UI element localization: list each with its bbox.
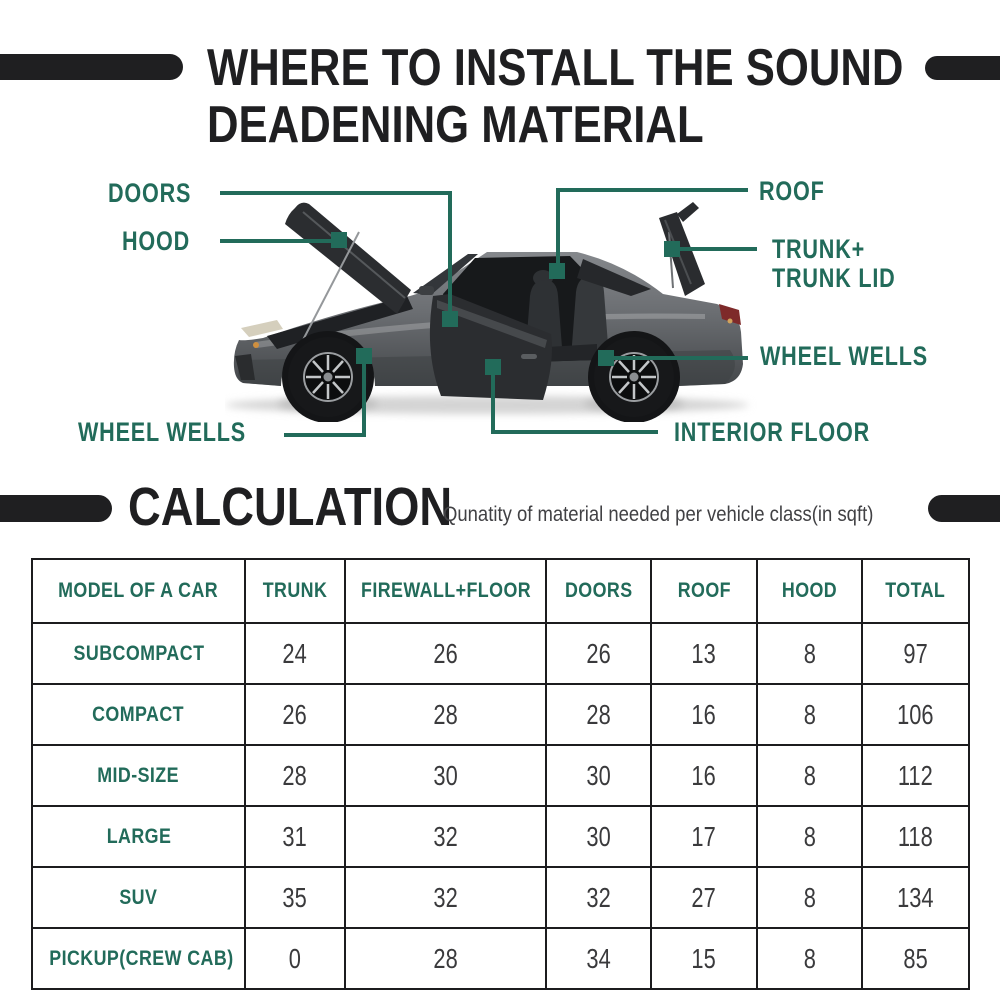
- page-title-line2: DEADENING MATERIAL: [207, 96, 704, 155]
- column-header-trunk: TRUNK: [245, 559, 345, 623]
- door-handle: [521, 354, 537, 359]
- cell: 24: [245, 623, 345, 684]
- interior-floor-connector-line-h: [491, 430, 658, 434]
- cell: 30: [345, 745, 546, 806]
- interior-floor-connector-line-v: [491, 367, 495, 434]
- table-row-compact: [32, 684, 969, 745]
- calculation-subtitle: Qunatity of material needed per vehicle class(in sqft): [443, 503, 874, 526]
- page-title: [207, 40, 1000, 154]
- cell: 35: [245, 867, 345, 928]
- column-header-model: MODEL OF A CAR: [32, 559, 245, 623]
- row-label: LARGE: [32, 806, 245, 867]
- table-header-row: [32, 559, 969, 623]
- cell: 112: [862, 745, 969, 806]
- row-label: SUV: [32, 867, 245, 928]
- cell: 17: [651, 806, 757, 867]
- cell: 26: [245, 684, 345, 745]
- row-label: COMPACT: [32, 684, 245, 745]
- car-svg: [225, 192, 770, 422]
- roof-connector-line-h: [558, 188, 748, 192]
- label-wheel-wells-left: WHEEL WELLS: [78, 417, 246, 447]
- column-header-firewall-floor: FIREWALL+FLOOR: [345, 559, 546, 623]
- cell: 26: [345, 623, 546, 684]
- cell: 27: [651, 867, 757, 928]
- wheel-wells-right-connector-line: [610, 356, 748, 360]
- cell: 30: [546, 806, 651, 867]
- cell: 8: [757, 745, 862, 806]
- roof-marker-square: [549, 263, 565, 279]
- open-hood-panel: [285, 203, 411, 314]
- table-row-subcompact: [32, 623, 969, 684]
- table-row-mid-size: [32, 745, 969, 806]
- row-label: SUBCOMPACT: [32, 623, 245, 684]
- hood-connector-line: [220, 239, 342, 243]
- cell: 28: [345, 928, 546, 989]
- cell: 97: [862, 623, 969, 684]
- cell: 28: [546, 684, 651, 745]
- cell: 118: [862, 806, 969, 867]
- table-row-suv: [32, 867, 969, 928]
- wheel-wells-left-connector-line-h: [284, 433, 366, 437]
- cell: 30: [546, 745, 651, 806]
- cell: 34: [546, 928, 651, 989]
- calc-left-bar: [0, 495, 112, 522]
- doors-connector-line-h: [220, 191, 452, 195]
- column-header-roof: ROOF: [651, 559, 757, 623]
- rear-wheel: [594, 337, 674, 417]
- calc-right-bar: [928, 495, 1000, 522]
- label-doors: DOORS: [108, 178, 192, 208]
- label-wheel-wells-right: WHEEL WELLS: [760, 341, 928, 371]
- cell: 8: [757, 684, 862, 745]
- cell: 13: [651, 623, 757, 684]
- cell: 0: [245, 928, 345, 989]
- calculation-title: CALCULATION: [128, 477, 453, 537]
- cell: 85: [862, 928, 969, 989]
- cell: 15: [651, 928, 757, 989]
- cell: 106: [862, 684, 969, 745]
- table-row-large: [32, 806, 969, 867]
- label-trunk: TRUNK+ TRUNK LID: [772, 234, 896, 294]
- row-label: PICKUP(CREW CAB): [32, 928, 245, 989]
- label-hood: HOOD: [122, 226, 190, 256]
- column-header-total: TOTAL: [862, 559, 969, 623]
- column-header-hood: HOOD: [757, 559, 862, 623]
- cell: 8: [757, 623, 862, 684]
- cell: 134: [862, 867, 969, 928]
- cell: 8: [757, 928, 862, 989]
- cell: 32: [345, 867, 546, 928]
- label-roof: ROOF: [759, 176, 825, 206]
- cell: 8: [757, 806, 862, 867]
- row-label: MID-SIZE: [32, 745, 245, 806]
- cell: 31: [245, 806, 345, 867]
- wheel-wells-left-connector-line-v: [362, 356, 366, 437]
- cell: 32: [546, 867, 651, 928]
- cell: 26: [546, 623, 651, 684]
- header-left-bar: [0, 54, 183, 80]
- car-illustration: [225, 192, 770, 422]
- doors-connector-line-v: [448, 191, 452, 315]
- fog-light: [253, 342, 259, 348]
- side-mirror: [419, 286, 434, 295]
- page-title-line1: WHERE TO INSTALL THE SOUND: [207, 39, 904, 97]
- cell: 16: [651, 745, 757, 806]
- cell: 28: [245, 745, 345, 806]
- cell: 16: [651, 684, 757, 745]
- cell: 28: [345, 684, 546, 745]
- hood-marker-square: [331, 232, 347, 248]
- column-header-doors: DOORS: [546, 559, 651, 623]
- roof-connector-line-v: [556, 188, 560, 272]
- label-interior-floor: INTERIOR FLOOR: [674, 417, 870, 447]
- materials-table: [31, 558, 970, 990]
- trunk-connector-line: [676, 247, 757, 251]
- doors-marker-square: [442, 311, 458, 327]
- cell: 8: [757, 867, 862, 928]
- taillight-amber: [728, 319, 733, 324]
- cell: 32: [345, 806, 546, 867]
- table-row-pickup: [32, 928, 969, 989]
